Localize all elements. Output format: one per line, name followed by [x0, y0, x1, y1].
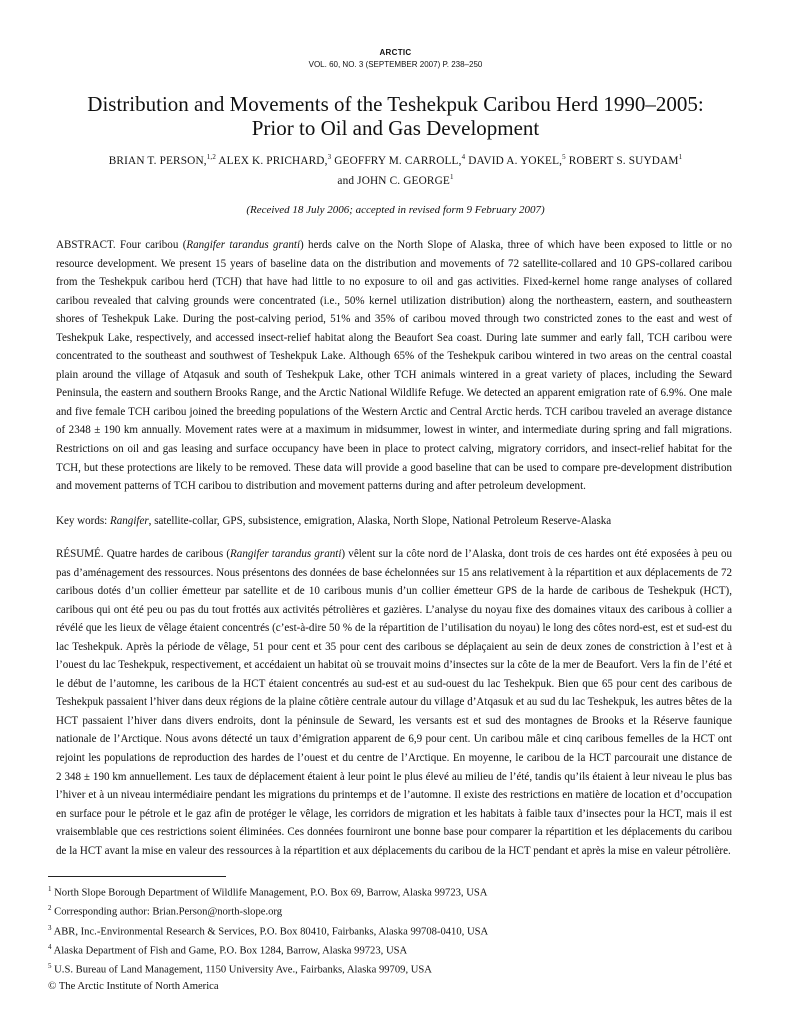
journal-issue-info: VOL. 60, NO. 3 (SEPTEMBER 2007) P. 238–250	[308, 60, 483, 69]
paper-title	[70, 92, 721, 140]
author: ALEX K. PRICHARD,$^3$	[218, 153, 332, 167]
author: GEOFFRY M. CARROLL,$^4$	[334, 153, 466, 167]
species-name: Rangifer tarandus granti	[186, 239, 301, 251]
resume-label: RÉSUMÉ.	[56, 548, 104, 560]
copyright-icon: ©	[48, 979, 57, 992]
footnote: $^2$ Corresponding author: Brian.Person@north-slope.org	[48, 904, 283, 918]
footnote: $^4$ Alaska Department of Fish and Game, P.O. Box 1284, Barrow, Alaska 99723, USA	[48, 942, 408, 957]
title-line-2: Prior to Oil and Gas Development	[251, 116, 540, 140]
footnotes	[48, 882, 748, 994]
abstract: ABSTRACT. Four caribou (Rangifer tarandus granti) herds calve on the North Slope of Alaska, three of which have been exposed to little or no resource development. We present 15 years of baseline data on the distribution and movements of 72 satellite-collared and 10 GPS-collared caribou from the Teshekpuk caribou herd (TCH) that have had little to no exposure to oil and gas activities. Fixed-kernel home range analyses of collared caribou revealed that calving grounds were concentrated (i.e., 50% kernel utilization distribution) along the northeastern, eastern, and southeastern shores of Teshekpuk Lake. During the post-calving period, 51% and 35% of caribou moved through two constricted zones to the east and west of Teshekpuk Lake, respectively, and accessed insect-relief habitat along the Beaufort Sea coast. During late summer and early fall, TCH caribou were concentrated to the southeast and southwest of Teshekpuk Lake. Although 65% of the Teshekpuk caribou wintered in two areas on the central coastal plain around the village of Atqasuk and south of Teshekpuk Lake, other TCH animals wintered in a great variety of places, including the Seward Peninsula, the eastern and southern Brooks Range, and the Arctic National Wildlife Refuge. We detected an apparent emigration rate of 6.9%. One male and five female TCH caribou joined the breeding populations of the Western Arctic and Central Arctic herds. TCH caribou traveled an average distance of 2348 ± 190 km annually. Movement rates were at a maximum in midsummer, lowest in winter, and intermediate during spring and fall migrations. Restrictions on oil and gas leasing and surface occupancy have been in place to protect calving, migratory corridors, and insect-relief habitat for the TCH, but these protections are likely to be removed. These data will provide a good baseline that can be used to compare pre-development distribution and movement patterns of TCH caribou to distribution and movement patterns during and after petroleum development.	[56, 239, 732, 493]
resume: RÉSUMÉ. Quatre hardes de caribous (Rangifer tarandus granti) vêlent sur la côte nord de l’Alaska, dont trois de ces hardes ont été exposées à peu ou pas d’aménagement des ressources. Nous présentons des données de base échelonnées sur 15 ans relativement à la répartition et aux déplacements de 72 caribous dotés d’un collier émetteur par satellite et de 10 caribous munis d’un collier émetteur GPS de la harde de caribous de Teshekpuk (HCT), caribous qui ont été peu ou pas du tout frottés aux activités pétrolières et gazières. L’analyse du noyau fixe des domaines vitaux des caribous à collier a révélé que les lieux de vêlage étaient concentrés (c’est-à-dire 50 % de la répartition de l’utilisation du noyau) le long des côtes nord-est, est et sud-est du lac Teshekpuk. Après la période de vêlage, 51 pour cent et 35 pour cent des caribous se déplaçaient au sein de deux zones de constriction à l’est et à l’ouest du lac Teshekpuk, respectivement, et accédaient un habitat où se trouvait moins d’insectes sur la côte de la mer de Beaufort. Vers la fin de l’été et le début de l’automne, les caribous de la HCT étaient concentrés au sud-est et au sud-ouest du lac Teshekpuk. Bien que 65 pour cent des caribous de Teshekpuk passaient l’hiver dans deux régions de la plaine côtière centrale autour du village d’Atqasuk et au sud du lac Teshekpuk, les autres bêtes de la HCT passaient l’hiver dans divers endroits, dont la péninsule de Seward, les versants est et sud des montagnes de Brooks et la Réserve faunique nationale de l’Arctique. Nous avons détecté un taux d’émigration apparent de 6,9 pour cent. Un caribou mâle et cinq caribous femelles de la HCT ont rejoint les populations de reproduction des hardes de l’ouest et du centre de l’Arctique. En moyenne, le caribou de la HCT parcourait une distance de 2 348 ± 190 km annuellement. Les taux de déplacement étaient à leur point le plus élevé au milieu de l’été, tandis qu’ils étaient à leur niveau le plus bas l’hiver et à un niveau intermédiaire pendant les migrations du printemps et de l’automne. Il existe des restrictions en matière de location et d’occupation en surface pour le pétrole et le gaz afin de protéger le vêlage, les corridors de migration et les habitats à faible taux d’insectes pour la HCT, mais il est vraisemblable que ces restrictions soient éliminées. Ces données fourniront une bonne base pour comparer la répartition et les déplacements du caribou de la HCT avant la mise en valeur des ressources à la répartition et aux déplacements du caribou de la HCT pendant et après la mise en valeur pétrolière.	[56, 548, 732, 857]
journal-header	[0, 48, 791, 69]
keywords-label: Key words:	[56, 515, 110, 527]
author: and JOHN C. GEORGE$^1$	[337, 172, 454, 187]
author: DAVID A. YOKEL,$^5$	[468, 153, 566, 167]
author-list	[40, 149, 751, 189]
abstract-label: ABSTRACT.	[56, 239, 116, 251]
footnote: $^5$ U.S. Bureau of Land Management, 1150 University Ave., Fairbanks, Alaska 99709, USA	[48, 962, 432, 976]
footnote: $^3$ ABR, Inc.-Environmental Research & Services, P.O. Box 80410, Fairbanks, Alaska 99708-0410, USA	[48, 923, 489, 938]
journal-name: ARCTIC	[379, 48, 412, 57]
species-name: Rangifer tarandus granti	[230, 548, 342, 560]
footnote: $^1$ North Slope Borough Department of Wildlife Management, P.O. Box 69, Barrow, Alaska 99723, USA	[48, 885, 488, 899]
footnote-divider	[48, 876, 226, 877]
author: BRIAN T. PERSON,$^{1,2}$	[108, 153, 216, 167]
keywords: Key words: Rangifer, satellite-collar, GPS, subsistence, emigration, Alaska, North Slope, National Petroleum Reserve-Alaska	[56, 515, 612, 527]
received-dates: (Received 18 July 2006; accepted in revised form 9 February 2007)	[246, 204, 545, 216]
title-line-1: Distribution and Movements of the Teshekpuk Caribou Herd 1990–2005:	[87, 92, 704, 116]
copyright: © The Arctic Institute of North America	[48, 979, 219, 992]
author: ROBERT S. SUYDAM$^1$	[568, 153, 683, 167]
